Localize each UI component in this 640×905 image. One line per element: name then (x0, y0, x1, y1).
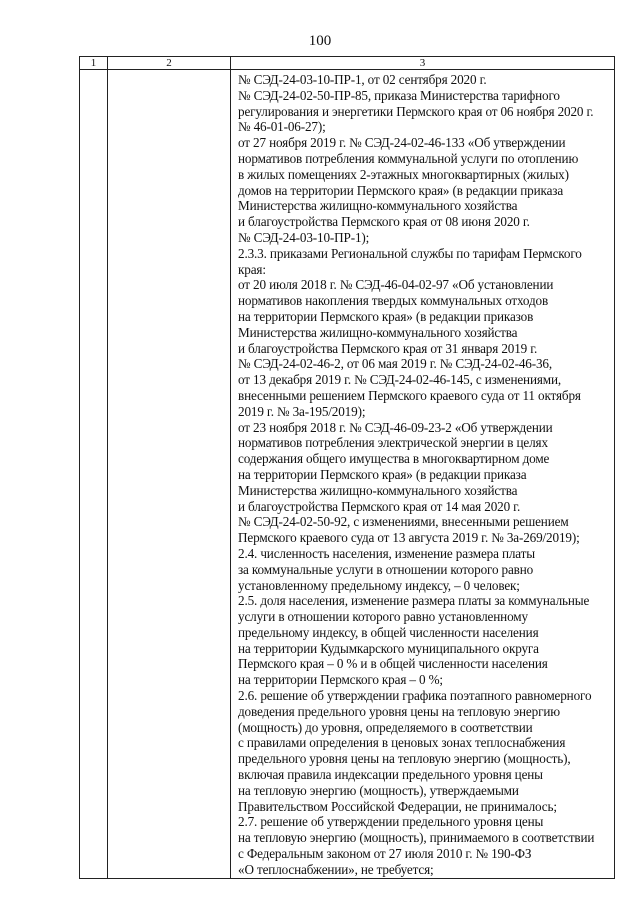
text-line: Министерства жилищно-коммунального хозяйства (238, 324, 518, 340)
column-1-cell (80, 70, 108, 879)
text-line: № 46-01-06-27); (238, 119, 326, 135)
text-line: и благоустройства Пермского края от 14 мая 2020 г. (238, 498, 521, 514)
text-line: № СЭД-24-03-10-ПР-1, от 02 сентября 2020 г. (238, 72, 487, 87)
column-2-cell (108, 70, 231, 879)
text-line: внесенными решением Пермского краевого суда от 11 октября (238, 387, 581, 403)
text-line: регулирования и энергетики Пермского края от 06 ноября 2020 г. (238, 103, 594, 119)
text-line: от 20 июля 2018 г. № СЭД-46-04-02-97 «Об установлении (238, 277, 554, 293)
text-line: нормативов накопления твердых коммунальных отходов (238, 293, 549, 309)
text-line: с правилами определения в ценовых зонах теплоснабжения (238, 735, 566, 751)
text-line: на территории Пермского края – 0 %; (238, 672, 443, 688)
text-line: на территории Пермского края» (в редакции приказов (238, 308, 534, 324)
text-line: предельному индексу, в общей численности населения (238, 624, 539, 640)
text-line: (мощность) до уровня, определяемого в соответствии (238, 719, 533, 735)
text-line: Правительством Российской Федерации, не принималось; (238, 798, 557, 814)
text-line: Министерства жилищно-коммунального хозяйства (238, 482, 518, 498)
column-3-content-cell (231, 70, 615, 879)
text-line: Министерства жилищно-коммунального хозяйства (238, 198, 518, 214)
text-line: Пермского краевого суда от 13 августа 2019 г. № 3а-269/2019); (238, 530, 580, 546)
text-line: нормативов потребления электрической энергии в целях (238, 435, 548, 451)
text-line: на тепловую энергию (мощность), принимаемого в соответствии (238, 830, 595, 846)
text-line: включая правила индексации предельного уровня цены (238, 767, 543, 783)
text-line: 2.6. решение об утверждении графика поэтапного равномерного (238, 688, 592, 704)
text-line: от 27 ноября 2019 г. № СЭД-24-02-46-133 «Об утверждении (238, 135, 566, 151)
text-line: доведения предельного уровня цены на тепловую энергию (238, 703, 560, 719)
text-line: нормативов потребления коммунальной услуги по отоплению (238, 150, 579, 166)
text-line: и благоустройства Пермского края от 31 января 2019 г. (238, 340, 538, 356)
text-line: края: (238, 261, 266, 277)
text-line: 2019 г. № 3а-195/2019); (238, 403, 366, 419)
text-line: на территории Пермского края» (в редакции приказа (238, 466, 527, 482)
text-line: от 13 декабря 2019 г. № СЭД-24-02-46-145, с изменениями, (238, 372, 562, 388)
column-header-3: 3 (231, 57, 615, 70)
text-line: домов на территории Пермского края» (в редакции приказа (238, 182, 564, 198)
text-line: содержания общего имущества в многоквартирном доме (238, 451, 550, 467)
text-line: № СЭД-24-02-50-ПР-85, приказа Министерства тарифного (238, 87, 560, 103)
table-header-row (80, 57, 615, 70)
column-header-2: 2 (108, 57, 231, 70)
text-line: «О теплоснабжении», не требуется; (238, 861, 434, 877)
text-line: № СЭД-24-02-46-2, от 06 мая 2019 г. № СЭД-24-02-46-36, (238, 356, 552, 372)
column-header-1: 1 (80, 57, 108, 70)
text-line: предельного уровня цены на тепловую энергию (мощность), (238, 751, 571, 767)
text-line: от 23 ноября 2018 г. № СЭД-46-09-23-2 «Об утверждении (238, 419, 553, 435)
text-line: на тепловую энергию (мощность), утверждаемыми (238, 782, 519, 798)
text-line: с Федеральным законом от 27 июля 2010 г. № 190-ФЗ (238, 846, 532, 862)
text-line: за коммунальные услуги в отношении которого равно (238, 561, 534, 577)
text-line: услуги в отношении которого равно установленному (238, 609, 528, 625)
text-line: 2.5. доля населения, изменение размера платы за коммунальные (238, 593, 590, 609)
text-line: установленному предельному индексу, – 0 человек; (238, 577, 520, 593)
text-line: 2.7. решение об утверждении предельного уровня цены (238, 814, 544, 830)
text-line: в жилых помещениях 2-этажных многоквартирных (жилых) (238, 166, 569, 182)
text-line: 2.3.3. приказами Региональной службы по тарифам Пермского (238, 245, 582, 261)
page-number: 100 (308, 33, 332, 49)
text-line: на территории Кудымкарского муниципального округа (238, 640, 539, 656)
text-line: Пермского края – 0 % и в общей численности населения (238, 656, 548, 672)
text-line: № СЭД-24-03-10-ПР-1); (238, 229, 370, 245)
table-row (80, 70, 615, 879)
text-line: № СЭД-24-02-50-92, с изменениями, внесенными решением (238, 514, 569, 530)
document-table (79, 56, 615, 879)
text-line: и благоустройства Пермского края от 08 июня 2020 г. (238, 214, 530, 230)
text-line: 2.4. численность населения, изменение размера платы (238, 545, 535, 561)
